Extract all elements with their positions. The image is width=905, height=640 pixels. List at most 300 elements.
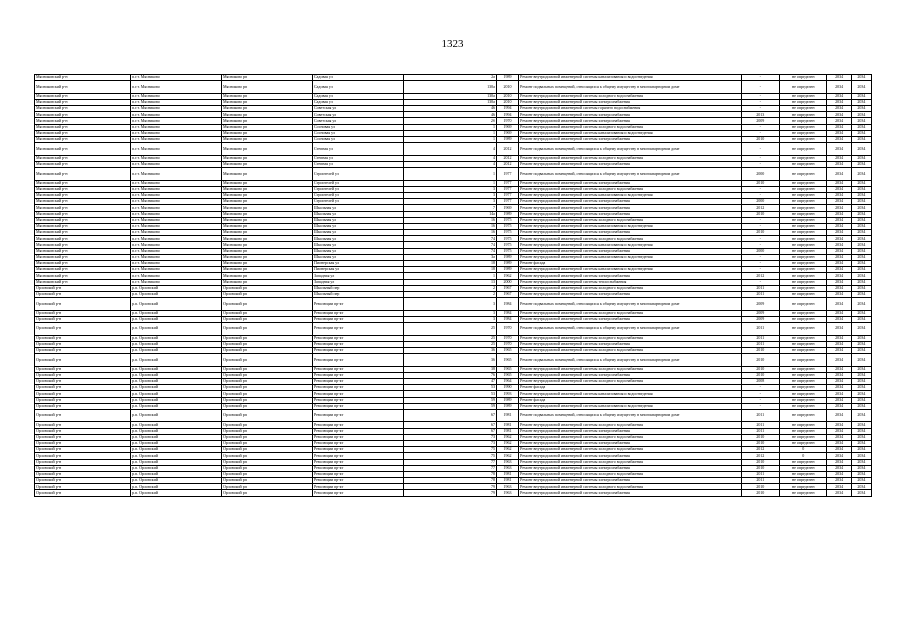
district-cell: Мясниковский р-н: [35, 155, 131, 161]
district-cell: Орловский р-н: [35, 341, 131, 347]
commission-year-cell: 1989: [496, 254, 518, 260]
house-number-cell: 4: [403, 143, 496, 156]
plan-end-cell: 2034: [851, 273, 871, 279]
plan-start-cell: 2034: [827, 341, 851, 347]
status-cell: не определен: [779, 385, 827, 391]
locality-cell: Орловский рп: [222, 484, 313, 490]
district-cell: Мясниковский р-н: [35, 192, 131, 198]
plan-start-cell: 2034: [827, 391, 851, 397]
status-cell: не определен: [779, 112, 827, 118]
last-repair-year-cell: -: [741, 217, 779, 223]
plan-start-cell: 2034: [827, 217, 851, 223]
plan-start-cell: 2034: [827, 137, 851, 143]
last-repair-year-cell: -: [741, 261, 779, 267]
last-repair-year-cell: 2000: [741, 248, 779, 254]
settlement-cell: р.п. Орловский: [131, 310, 222, 316]
locality-cell: Орловский рп: [222, 459, 313, 465]
settlement-cell: р.п. Орловский: [131, 347, 222, 353]
work-type-cell: Ремонт подвальных помещений, относящихся к общему имуществу в многоквартирном доме: [519, 409, 741, 422]
settlement-cell: п.г.т. Мясниково: [131, 186, 222, 192]
last-repair-year-cell: 2011: [741, 335, 779, 341]
street-cell: Революции пр-кт: [312, 428, 403, 434]
street-cell: Революции пр-кт: [312, 440, 403, 446]
district-cell: Мясниковский р-н: [35, 248, 131, 254]
house-number-cell: 78: [403, 478, 496, 484]
street-cell: Сосновая ул: [312, 137, 403, 143]
commission-year-cell: 1963: [496, 490, 518, 496]
last-repair-year-cell: 2011: [741, 428, 779, 434]
commission-year-cell: 1969: [496, 124, 518, 130]
last-repair-year-cell: -: [741, 124, 779, 130]
locality-cell: Мясниково рп: [222, 248, 313, 254]
status-cell: не определен: [779, 205, 827, 211]
commission-year-cell: 1989: [496, 261, 518, 267]
work-type-cell: Ремонт внутридомовой инженерной системы электроснабжения: [519, 428, 741, 434]
house-number-cell: 4: [403, 155, 496, 161]
street-cell: Школьная ул: [312, 236, 403, 242]
house-number-cell: 73: [403, 434, 496, 440]
settlement-cell: р.п. Орловский: [131, 434, 222, 440]
locality-cell: Мясниково рп: [222, 199, 313, 205]
work-type-cell: Ремонт внутридомовой инженерной системы холодного водоснабжения: [519, 155, 741, 161]
settlement-cell: п.г.т. Мясниково: [131, 248, 222, 254]
plan-end-cell: 2034: [851, 372, 871, 378]
district-cell: Мясниковский р-н: [35, 118, 131, 124]
plan-start-cell: 2034: [827, 168, 851, 181]
street-cell: Западная ул: [312, 279, 403, 285]
settlement-cell: п.г.т. Мясниково: [131, 199, 222, 205]
locality-cell: Мясниково рп: [222, 112, 313, 118]
plan-end-cell: 2034: [851, 180, 871, 186]
status-cell: не определен: [779, 236, 827, 242]
street-cell: Революции пр-кт: [312, 341, 403, 347]
street-cell: Садовая ул: [312, 99, 403, 105]
work-type-cell: Ремонт подвальных помещений, относящихся к общему имуществу в многоквартирном доме: [519, 81, 741, 94]
plan-start-cell: 2034: [827, 490, 851, 496]
locality-cell: Мясниково рп: [222, 137, 313, 143]
plan-start-cell: 2034: [827, 285, 851, 291]
plan-start-cell: 2034: [827, 428, 851, 434]
street-cell: Революции пр-кт: [312, 453, 403, 459]
work-type-cell: Ремонт внутридомовой инженерной системы холодного водоснабжения: [519, 459, 741, 465]
street-cell: Садовая ул: [312, 93, 403, 99]
work-type-cell: Ремонт внутридомовой инженерной системы холодного водоснабжения: [519, 93, 741, 99]
house-number-cell: 2а: [403, 75, 496, 81]
locality-cell: Орловский рп: [222, 403, 313, 409]
street-cell: Пионерская ул: [312, 267, 403, 273]
settlement-cell: п.г.т. Мясниково: [131, 112, 222, 118]
street-cell: Революции пр-кт: [312, 471, 403, 477]
house-number-cell: 36: [403, 347, 496, 353]
plan-end-cell: 2034: [851, 75, 871, 81]
settlement-cell: п.г.т. Мясниково: [131, 192, 222, 198]
plan-start-cell: 2034: [827, 310, 851, 316]
settlement-cell: п.г.т. Мясниково: [131, 168, 222, 181]
commission-year-cell: 1989: [496, 403, 518, 409]
plan-end-cell: 2034: [851, 310, 871, 316]
settlement-cell: р.п. Орловский: [131, 385, 222, 391]
locality-cell: Орловский рп: [222, 434, 313, 440]
last-repair-year-cell: 2010: [741, 137, 779, 143]
district-cell: Мясниковский р-н: [35, 81, 131, 94]
house-number-cell: 3: [403, 199, 496, 205]
settlement-cell: р.п. Орловский: [131, 291, 222, 297]
work-type-cell: Ремонт внутридомовой инженерной системы канализования и водоотведения: [519, 391, 741, 397]
plan-start-cell: 2034: [827, 484, 851, 490]
last-repair-year-cell: 2012: [741, 205, 779, 211]
district-cell: Орловский р-н: [35, 397, 131, 403]
settlement-cell: р.п. Орловский: [131, 403, 222, 409]
plan-end-cell: 2034: [851, 248, 871, 254]
work-type-cell: Ремонт внутридомовой инженерной системы электроснабжения: [519, 440, 741, 446]
district-cell: Орловский р-н: [35, 471, 131, 477]
plan-end-cell: 2034: [851, 291, 871, 297]
work-type-cell: Ремонт внутридомовой инженерной системы холодного водоснабжения: [519, 186, 741, 192]
locality-cell: Мясниково рп: [222, 254, 313, 260]
commission-year-cell: 1993: [496, 391, 518, 397]
plan-start-cell: 2034: [827, 130, 851, 136]
plan-end-cell: 2034: [851, 385, 871, 391]
table-row: [35, 143, 872, 156]
work-type-cell: Ремонт внутридомовой инженерной системы электроснабжения: [519, 453, 741, 459]
last-repair-year-cell: -: [741, 279, 779, 285]
street-cell: Школьная ул: [312, 248, 403, 254]
house-number-cell: 2: [403, 285, 496, 291]
table-row: [35, 298, 872, 311]
street-cell: Советская ул: [312, 112, 403, 118]
settlement-cell: п.г.т. Мясниково: [131, 93, 222, 99]
work-type-cell: Ремонт внутридомовой инженерной системы холодного водоснабжения: [519, 310, 741, 316]
commission-year-cell: 1975: [496, 242, 518, 248]
house-number-cell: 3: [403, 192, 496, 198]
last-repair-year-cell: 2010: [741, 490, 779, 496]
locality-cell: Орловский рп: [222, 478, 313, 484]
settlement-cell: п.г.т. Мясниково: [131, 81, 222, 94]
commission-year-cell: 2010: [496, 81, 518, 94]
work-type-cell: Ремонт подвальных помещений, относящихся к общему имуществу в многоквартирном доме: [519, 168, 741, 181]
commission-year-cell: 1975: [496, 230, 518, 236]
status-cell: не определен: [779, 465, 827, 471]
plan-end-cell: 2034: [851, 354, 871, 367]
settlement-cell: р.п. Орловский: [131, 465, 222, 471]
district-cell: Орловский р-н: [35, 422, 131, 428]
last-repair-year-cell: 2000: [741, 199, 779, 205]
plan-start-cell: 2034: [827, 403, 851, 409]
last-repair-year-cell: 2000: [741, 168, 779, 181]
plan-end-cell: 2034: [851, 478, 871, 484]
plan-start-cell: 2034: [827, 230, 851, 236]
street-cell: Революции пр-кт: [312, 378, 403, 384]
street-cell: Революции пр-кт: [312, 391, 403, 397]
commission-year-cell: 1984: [496, 310, 518, 316]
house-number-cell: 3: [403, 298, 496, 311]
locality-cell: Орловский рп: [222, 447, 313, 453]
locality-cell: Мясниково рп: [222, 267, 313, 273]
work-type-cell: Ремонт фасада: [519, 385, 741, 391]
last-repair-year-cell: 2011: [741, 471, 779, 477]
commission-year-cell: 1977: [496, 168, 518, 181]
commission-year-cell: 1989: [496, 211, 518, 217]
district-cell: Орловский р-н: [35, 428, 131, 434]
work-type-cell: Ремонт внутридомовой инженерной системы канализования и водоотведения: [519, 403, 741, 409]
work-type-cell: Ремонт подвальных помещений, относящихся к общему имуществу в многоквартирном доме: [519, 143, 741, 156]
last-repair-year-cell: 2010: [741, 230, 779, 236]
settlement-cell: п.г.т. Мясниково: [131, 254, 222, 260]
work-type-cell: Ремонт внутридомовой инженерной системы холодного водоснабжения: [519, 471, 741, 477]
status-cell: не определен: [779, 310, 827, 316]
status-cell: не определен: [779, 180, 827, 186]
locality-cell: Орловский рп: [222, 422, 313, 428]
commission-year-cell: 1977: [496, 199, 518, 205]
work-type-cell: Ремонт внутридомовой инженерной системы электроснабжения: [519, 211, 741, 217]
street-cell: Революции пр-кт: [312, 323, 403, 336]
settlement-cell: р.п. Орловский: [131, 298, 222, 311]
commission-year-cell: 1963: [496, 484, 518, 490]
settlement-cell: п.г.т. Мясниково: [131, 217, 222, 223]
status-cell: 0: [779, 453, 827, 459]
last-repair-year-cell: 2009: [741, 118, 779, 124]
street-cell: Революции пр-кт: [312, 490, 403, 496]
house-number-cell: 76: [403, 372, 496, 378]
locality-cell: Мясниково рп: [222, 211, 313, 217]
street-cell: Революции пр-кт: [312, 459, 403, 465]
district-cell: Мясниковский р-н: [35, 99, 131, 105]
house-number-cell: 74: [403, 236, 496, 242]
plan-start-cell: 2034: [827, 447, 851, 453]
street-cell: Строителей ул: [312, 199, 403, 205]
house-number-cell: 3: [403, 316, 496, 322]
status-cell: не определен: [779, 223, 827, 229]
locality-cell: Мясниково рп: [222, 186, 313, 192]
plan-end-cell: 2034: [851, 422, 871, 428]
work-type-cell: Ремонт внутридомовой инженерной системы холодного водоснабжения: [519, 378, 741, 384]
work-type-cell: Ремонт внутридомовой инженерной системы холодного водоснабжения: [519, 484, 741, 490]
last-repair-year-cell: -: [741, 397, 779, 403]
plan-end-cell: 2034: [851, 124, 871, 130]
commission-year-cell: 1967: [496, 285, 518, 291]
work-type-cell: Ремонт внутридомовой инженерной системы электроснабжения: [519, 465, 741, 471]
locality-cell: Мясниково рп: [222, 161, 313, 167]
locality-cell: Орловский рп: [222, 323, 313, 336]
last-repair-year-cell: 2011: [741, 422, 779, 428]
plan-end-cell: 2034: [851, 403, 871, 409]
last-repair-year-cell: -: [741, 385, 779, 391]
commission-year-cell: 1975: [496, 248, 518, 254]
status-cell: не определен: [779, 428, 827, 434]
plan-end-cell: 2034: [851, 316, 871, 322]
commission-year-cell: 1962: [496, 440, 518, 446]
district-cell: Орловский р-н: [35, 465, 131, 471]
street-cell: Строителей ул: [312, 168, 403, 181]
street-cell: Революции пр-кт: [312, 397, 403, 403]
last-repair-year-cell: 2010: [741, 434, 779, 440]
street-cell: Школьная ул: [312, 205, 403, 211]
street-cell: Школьная ул: [312, 223, 403, 229]
settlement-cell: п.г.т. Мясниково: [131, 242, 222, 248]
last-repair-year-cell: 2010: [741, 484, 779, 490]
commission-year-cell: 1989: [496, 397, 518, 403]
work-type-cell: Ремонт внутридомовой инженерной системы холодного водоснабжения: [519, 236, 741, 242]
street-cell: Революции пр-кт: [312, 316, 403, 322]
district-cell: Мясниковский р-н: [35, 168, 131, 181]
house-number-cell: 2б: [403, 118, 496, 124]
plan-end-cell: 2034: [851, 484, 871, 490]
district-cell: Орловский р-н: [35, 285, 131, 291]
commission-year-cell: 1981: [496, 478, 518, 484]
settlement-cell: р.п. Орловский: [131, 478, 222, 484]
status-cell: не определен: [779, 168, 827, 181]
street-cell: Школьная ул: [312, 254, 403, 260]
house-number-cell: 53: [403, 391, 496, 397]
status-cell: не определен: [779, 230, 827, 236]
commission-year-cell: 2000: [496, 279, 518, 285]
settlement-cell: п.г.т. Мясниково: [131, 279, 222, 285]
locality-cell: Мясниково рп: [222, 124, 313, 130]
locality-cell: Орловский рп: [222, 347, 313, 353]
last-repair-year-cell: 2010: [741, 372, 779, 378]
locality-cell: Орловский рп: [222, 316, 313, 322]
status-cell: не определен: [779, 347, 827, 353]
plan-start-cell: 2034: [827, 372, 851, 378]
status-cell: не определен: [779, 248, 827, 254]
locality-cell: Мясниково рп: [222, 81, 313, 94]
locality-cell: Мясниково рп: [222, 93, 313, 99]
plan-end-cell: 2034: [851, 143, 871, 156]
commission-year-cell: 1984: [496, 316, 518, 322]
last-repair-year-cell: 2010: [741, 180, 779, 186]
house-number-cell: 1: [403, 124, 496, 130]
house-number-cell: 79: [403, 484, 496, 490]
table-row: [35, 81, 872, 94]
plan-end-cell: 2034: [851, 285, 871, 291]
plan-start-cell: 2034: [827, 465, 851, 471]
locality-cell: Орловский рп: [222, 428, 313, 434]
locality-cell: Орловский рп: [222, 335, 313, 341]
district-cell: Мясниковский р-н: [35, 223, 131, 229]
district-cell: Орловский р-н: [35, 310, 131, 316]
plan-start-cell: 2034: [827, 440, 851, 446]
settlement-cell: р.п. Орловский: [131, 372, 222, 378]
locality-cell: Орловский рп: [222, 453, 313, 459]
district-cell: Орловский р-н: [35, 323, 131, 336]
settlement-cell: п.г.т. Мясниково: [131, 130, 222, 136]
last-repair-year-cell: -: [741, 143, 779, 156]
plan-end-cell: 2034: [851, 137, 871, 143]
locality-cell: Орловский рп: [222, 397, 313, 403]
last-repair-year-cell: 2009: [741, 298, 779, 311]
locality-cell: Орловский рп: [222, 391, 313, 397]
last-repair-year-cell: -: [741, 81, 779, 94]
plan-start-cell: 2034: [827, 205, 851, 211]
table-row: [35, 168, 872, 181]
plan-end-cell: 2034: [851, 205, 871, 211]
district-cell: Орловский р-н: [35, 459, 131, 465]
locality-cell: Мясниково рп: [222, 223, 313, 229]
last-repair-year-cell: 2010: [741, 459, 779, 465]
status-cell: не определен: [779, 118, 827, 124]
house-number-cell: 16: [403, 217, 496, 223]
settlement-cell: п.г.т. Мясниково: [131, 273, 222, 279]
district-cell: Мясниковский р-н: [35, 199, 131, 205]
settlement-cell: р.п. Орловский: [131, 397, 222, 403]
locality-cell: Мясниково рп: [222, 217, 313, 223]
district-cell: Мясниковский р-н: [35, 75, 131, 81]
plan-end-cell: 2034: [851, 261, 871, 267]
work-type-cell: Ремонт внутридомовой инженерной системы электроснабжения: [519, 478, 741, 484]
status-cell: не определен: [779, 130, 827, 136]
locality-cell: Орловский рп: [222, 298, 313, 311]
house-number-cell: 79: [403, 490, 496, 496]
status-cell: не определен: [779, 298, 827, 311]
status-cell: не определен: [779, 81, 827, 94]
plan-start-cell: 2034: [827, 323, 851, 336]
commission-year-cell: 1969: [496, 205, 518, 211]
locality-cell: Мясниково рп: [222, 99, 313, 105]
house-number-cell: 1: [403, 273, 496, 279]
settlement-cell: п.г.т. Мясниково: [131, 99, 222, 105]
settlement-cell: п.г.т. Мясниково: [131, 143, 222, 156]
status-cell: не определен: [779, 192, 827, 198]
plan-end-cell: 2034: [851, 323, 871, 336]
plan-start-cell: 2034: [827, 112, 851, 118]
table-row: [35, 354, 872, 367]
last-repair-year-cell: 2010: [741, 366, 779, 372]
last-repair-year-cell: 2010: [741, 347, 779, 353]
last-repair-year-cell: 2010: [741, 354, 779, 367]
work-type-cell: Ремонт внутридомовой инженерной системы канализования и водоотведения: [519, 130, 741, 136]
commission-year-cell: 1981: [496, 471, 518, 477]
locality-cell: Орловский рп: [222, 366, 313, 372]
street-cell: Западная ул: [312, 273, 403, 279]
plan-start-cell: 2034: [827, 453, 851, 459]
plan-end-cell: 2034: [851, 217, 871, 223]
street-cell: Революции пр-кт: [312, 335, 403, 341]
street-cell: Революции пр-кт: [312, 434, 403, 440]
work-type-cell: Ремонт внутридомовой инженерной системы холодного водоснабжения: [519, 447, 741, 453]
district-cell: Мясниковский р-н: [35, 236, 131, 242]
house-number-cell: 7: [403, 205, 496, 211]
house-number-cell: 46: [403, 112, 496, 118]
commission-year-cell: 1994: [496, 112, 518, 118]
plan-start-cell: 2034: [827, 273, 851, 279]
plan-end-cell: 2034: [851, 397, 871, 403]
work-type-cell: Ремонт внутридомовой инженерной системы электроснабжения: [519, 180, 741, 186]
last-repair-year-cell: 2011: [741, 323, 779, 336]
plan-end-cell: 2034: [851, 465, 871, 471]
plan-start-cell: 2034: [827, 316, 851, 322]
status-cell: не определен: [779, 254, 827, 260]
plan-start-cell: 2034: [827, 211, 851, 217]
plan-end-cell: 2034: [851, 471, 871, 477]
work-type-cell: Ремонт внутридомовой инженерной системы канализования и водоотведения: [519, 223, 741, 229]
work-type-cell: Ремонт внутридомовой инженерной системы холодного водоснабжения: [519, 434, 741, 440]
plan-start-cell: 2034: [827, 378, 851, 384]
work-type-cell: Ремонт внутридомовой инженерной системы канализования и водоотведения: [519, 192, 741, 198]
locality-cell: Мясниково рп: [222, 75, 313, 81]
plan-end-cell: 2034: [851, 230, 871, 236]
locality-cell: Орловский рп: [222, 471, 313, 477]
last-repair-year-cell: -: [741, 391, 779, 397]
last-repair-year-cell: 2012: [741, 273, 779, 279]
work-type-cell: Ремонт подвальных помещений, относящихся к общему имуществу в многоквартирном доме: [519, 354, 741, 367]
street-cell: Школьный пер: [312, 285, 403, 291]
plan-start-cell: 2034: [827, 124, 851, 130]
plan-start-cell: 2034: [827, 434, 851, 440]
last-repair-year-cell: 2011: [741, 341, 779, 347]
plan-end-cell: 2034: [851, 130, 871, 136]
status-cell: не определен: [779, 161, 827, 167]
plan-end-cell: 2034: [851, 161, 871, 167]
